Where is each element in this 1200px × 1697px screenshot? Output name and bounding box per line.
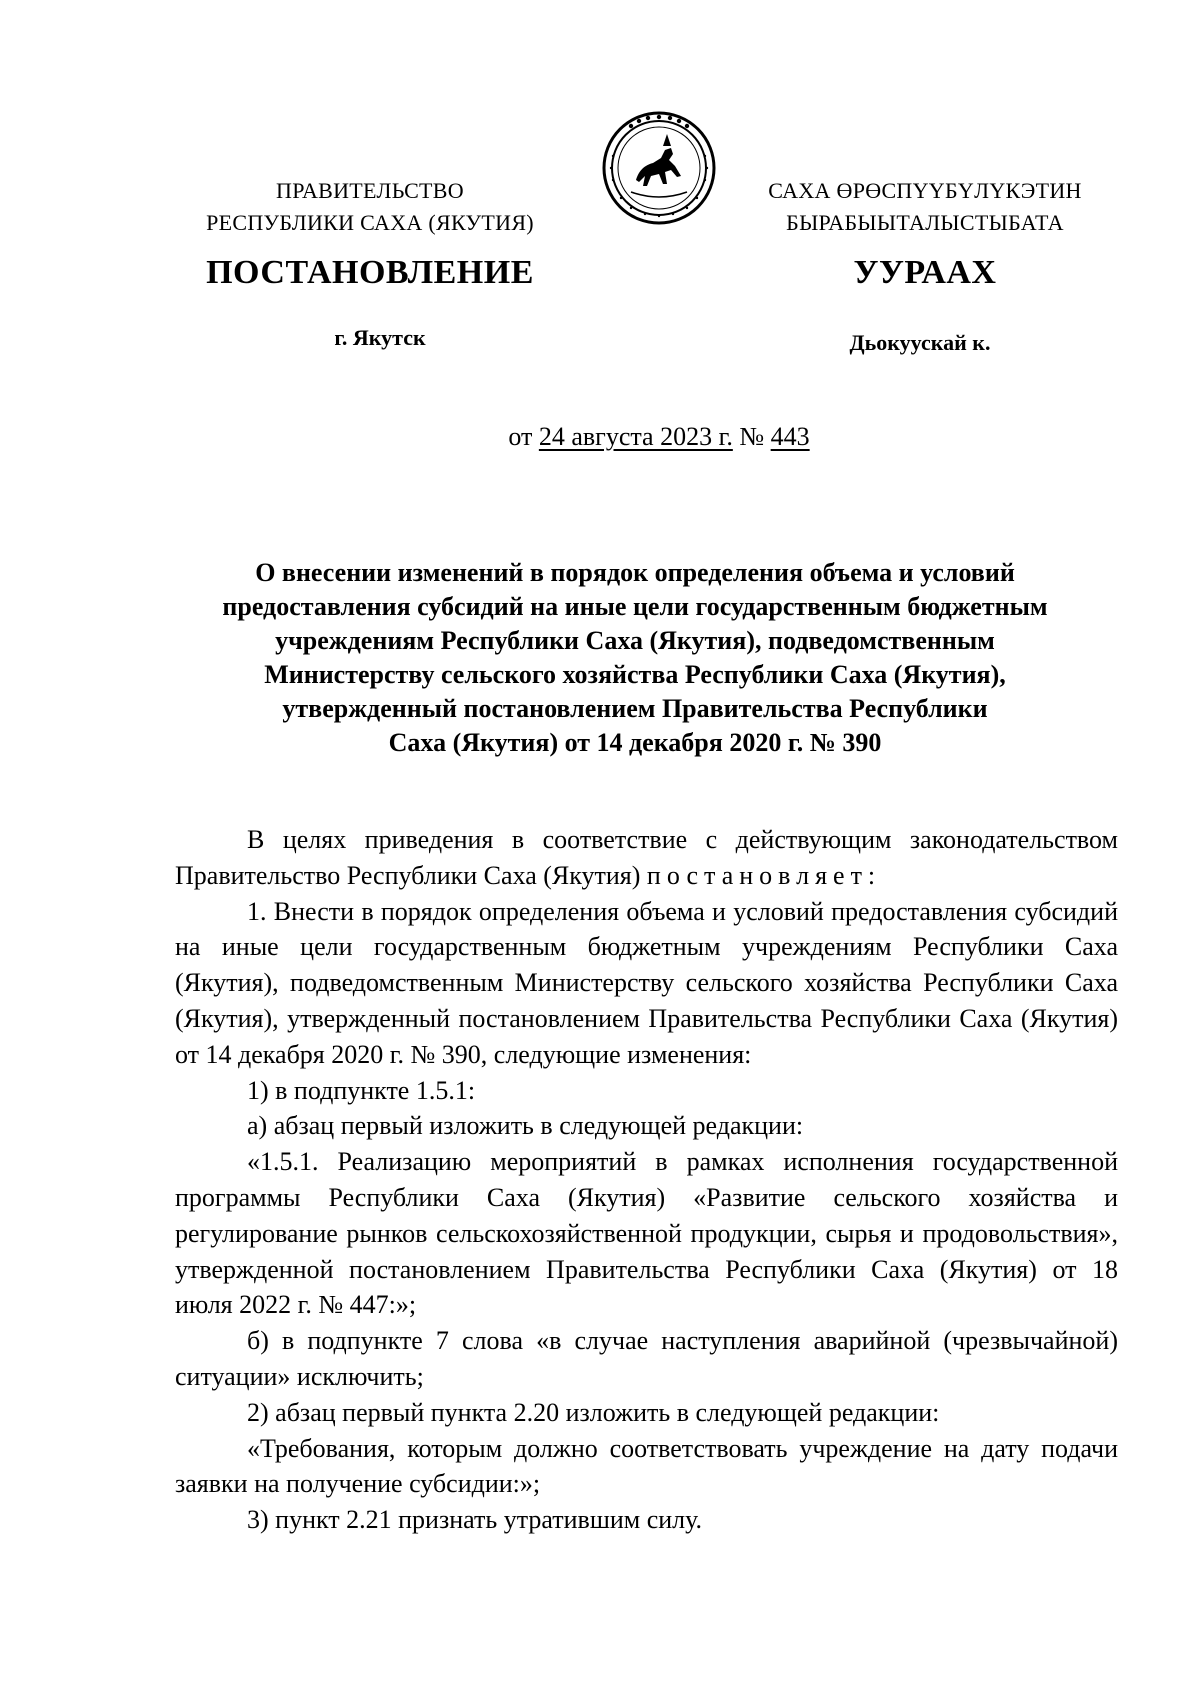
document-date-number — [0, 422, 1200, 452]
document-date: 24 августа 2023 г. — [538, 422, 733, 451]
date-prefix: от — [508, 422, 533, 451]
title-line: Саха (Якутия) от 14 декабря 2020 г. № 390 — [388, 728, 882, 757]
document-title — [170, 556, 1100, 760]
doc-type-russian: ПОСТАНОВЛЕНИЕ — [206, 254, 534, 291]
header-right-line1: САХА ӨРӨСПҮҮБҮЛҮКЭТИН — [768, 178, 1082, 203]
number-sign: № — [739, 422, 765, 451]
coat-of-arms-emblem-icon — [601, 110, 717, 226]
body-paragraph: «Требования, которым должно соответствовать учреждение на дату подачи заявки на получение субсидии:»; — [175, 1433, 1118, 1499]
header-left-line2: РЕСПУБЛИКИ САХА (ЯКУТИЯ) — [206, 210, 534, 235]
header-right — [735, 175, 1115, 239]
title-line: учреждениям Республики Саха (Якутия), подведомственным — [275, 626, 995, 655]
preamble-text: В целях приведения в соответствие с действующим законодательством Правительство Республики Саха (Якутия) — [175, 825, 1118, 890]
header-right-line2: БЫРАБЫЫТАЛЫСТЫБАТА — [786, 210, 1064, 235]
document-number: 443 — [770, 422, 810, 451]
body-paragraph: 1. Внести в порядок определения объема и условий предоставления субсидий на иные цели государственным бюджетным учреждениям Республики Саха (Якутия), подведомственным Министерству сельского хозяйства Республики Саха (Якутия), утвержденный постановлением Правительства Республики Саха (Якутия) от 14 декабря 2020 г. № 390, следующие изменения: — [175, 896, 1118, 1069]
body-paragraph — [175, 822, 1118, 894]
city-yakut: Дьокуускай к. — [849, 330, 991, 355]
doc-type-yakut: УУРААХ — [853, 254, 997, 291]
body-paragraph: б) в подпункте 7 слова «в случае наступления аварийной (чрезвычайной) ситуации» исключить; — [175, 1326, 1118, 1391]
body-paragraph: 2) абзац первый пункта 2.20 изложить в следующей редакции: — [247, 1397, 940, 1427]
body-paragraph: а) абзац первый изложить в следующей редакции: — [247, 1111, 804, 1141]
title-line: О внесении изменений в порядок определения объема и условий — [255, 558, 1015, 587]
body-paragraph: «1.5.1. Реализацию мероприятий в рамках исполнения государственной программы Республики Саха (Якутия) «Развитие сельского хозяйства и регулирование рынков сельскохозяйственной продукции, сырья и продовольствия», утвержденной постановлением Правительства Республики Саха (Якутия) от 18 июля 2022 г. № 447:»; — [175, 1147, 1118, 1320]
city-russian: г. Якутск — [334, 325, 426, 350]
document-body — [175, 822, 1118, 1538]
title-line: Министерству сельского хозяйства Республики Саха (Якутия), — [264, 660, 1006, 689]
header-left — [180, 175, 560, 239]
title-line: предоставления субсидий на иные цели государственным бюджетным — [222, 592, 1048, 621]
header-left-line1: ПРАВИТЕЛЬСТВО — [276, 178, 464, 203]
body-paragraph: 3) пункт 2.21 признать утратившим силу. — [247, 1505, 703, 1535]
decree-word: постановляет: — [646, 860, 882, 890]
title-line: утвержденный постановлением Правительства Республики — [282, 694, 988, 723]
body-paragraph: 1) в подпункте 1.5.1: — [247, 1075, 476, 1105]
